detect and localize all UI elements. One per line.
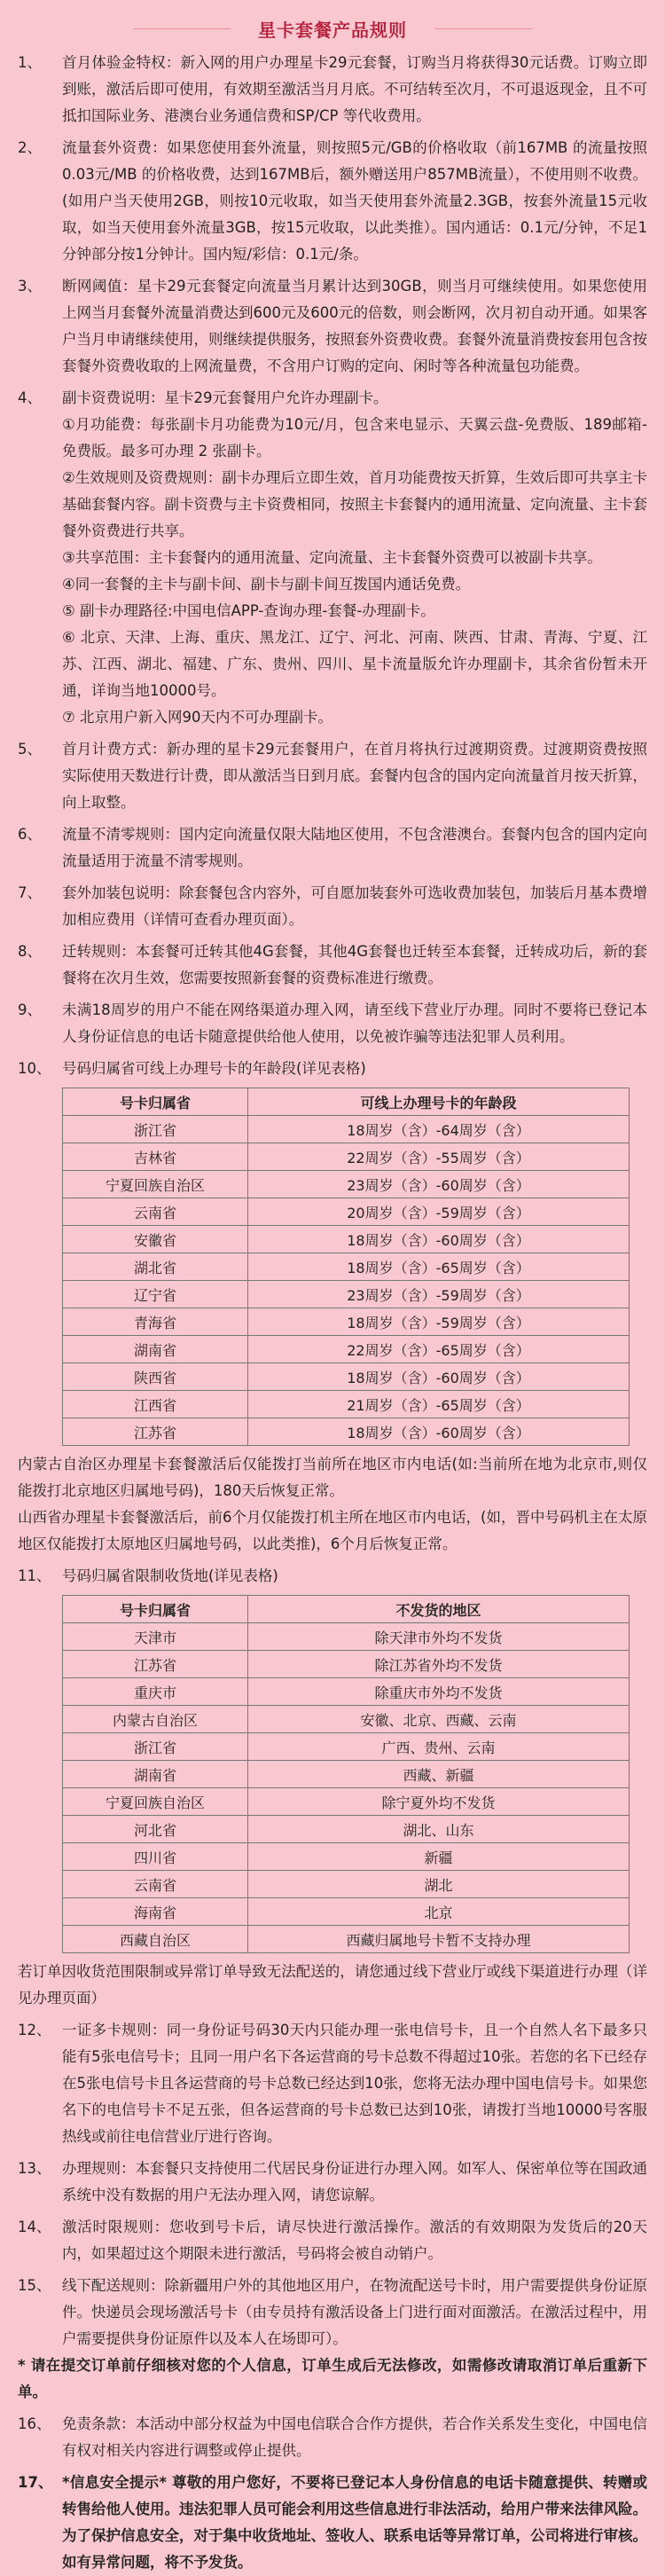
table-header-row [63,1596,630,1623]
table-cell: 海南省 [63,1898,248,1926]
table-row [63,1281,630,1308]
table-cell: 湖北省 [63,1253,248,1281]
table-row [63,1171,630,1198]
table-row [63,1363,630,1391]
table-row [63,1391,630,1418]
sub-rule-4-6: ⑥ 北京、天津、上海、重庆、黑龙江、辽宁、河北、河南、陕西、甘肃、青海、宁夏、江苏、江西、湖北、福建、广东、贵州、四川、星卡流量版允许办理副卡，其余省份暂未开通，详询当地10000号。 [62,629,647,699]
table-row [63,1253,630,1281]
table-row [63,1843,630,1871]
table-cell: 新疆 [248,1843,630,1871]
table-cell: 18周岁（含）-60周岁（含） [248,1226,630,1253]
table-cell: 除江苏省外均不发货 [248,1651,630,1678]
table-row [63,1733,630,1761]
table-row [63,1788,630,1816]
table-cell: 23周岁（含）-59周岁（含） [248,1281,630,1308]
table-cell: 江苏省 [63,1418,248,1446]
table-cell: 安徽、北京、西藏、云南 [248,1706,630,1733]
note-shanxi: 山西省办理星卡套餐激活后，前6个月仅能拨打机主所在地区市内电话，(如，晋中号码机主在太原地区仅能拨打太原地区归属地号码，以此类推)，6个月后恢复正常。 [18,1509,647,1552]
rule-item-7: 7、 套外加装包说明：除套餐包含内容外，可自愿加装套外可选收费加装包，加装后月基本费增加相应费用（详情可查看办理页面）。 [18,884,647,928]
table-cell: 河北省 [63,1816,248,1843]
table-row [63,1898,630,1926]
table-cell: 湖北 [248,1871,630,1898]
table-row [63,1871,630,1898]
table-row [63,1761,630,1788]
table-cell: 江苏省 [63,1651,248,1678]
table-row [63,1418,630,1446]
table-cell: 湖南省 [63,1336,248,1363]
rule-item-1: 1、 首月体验金特权：新入网的用户办理星卡29元套餐，订购当月将获得30元话费。订购立即到账，激活后即可使用，有效期至激活当月月底。不可结转至次月，不可退返现金，且不可抵扣国际业务、港澳台业务通信费和SP/CP 等代收费用。 [18,54,647,124]
table-cell: 湖北、山东 [248,1816,630,1843]
shipping-table [62,1595,630,1953]
table-cell: 安徽省 [63,1226,248,1253]
rule-item-15: 15、 线下配送规则：除新疆用户外的其他地区用户，在物流配送号卡时，用户需要提供身份证原件。快递员会现场激活号卡（由专员持有激活设备上门进行面对面激活。在激活过程中，用户需要提供身份证原件以及本人在场即可）。 [18,2277,647,2347]
order-notice: * 请在提交订单前仔细核对您的个人信息，订单生成后无法修改，如需修改请取消订单后重新下单。 [18,2357,647,2400]
rule-item-3: 3、 断网阈值：星卡29元套餐定向流量当月累计达到30GB，则当月可继续使用。如果您使用上网当月套餐外流量消费达到600元及600元的倍数，则会断网，次月初自动开通。如果客户当月申请继续使用，则继续提供服务，按照套外资费收费。套餐外流量消费按套用包含按套餐外资费收取的上网流量费，不含用户订购的定向、闲时等各种流量包功能费。 [18,278,647,374]
table-row [63,1623,630,1651]
table-header: 不发货的地区 [248,1596,630,1623]
rule-item-9: 9、 未满18周岁的用户不能在网络渠道办理入网，请至线下营业厅办理。同时不要将已登记本人身份证信息的电话卡随意提供给他人使用，以免被诈骗等违法犯罪人员利用。 [18,1001,647,1045]
table-cell: 广西、贵州、云南 [248,1733,630,1761]
table-cell: 除宁夏外均不发货 [248,1788,630,1816]
sub-rule-4-4: ④同一套餐的主卡与副卡间、副卡与副卡间互拨国内通话免费。 [62,576,471,593]
rule-item-10: 10、 号码归属省可线上办理号卡的年龄段(详见表格) [18,1060,366,1077]
table-cell: 云南省 [63,1198,248,1226]
sub-rule-4-5: ⑤ 副卡办理路径:中国电信APP-查询办理-套餐-办理副卡。 [62,602,435,619]
table-cell: 四川省 [63,1843,248,1871]
table-cell: 21周岁（含）-65周岁（含） [248,1391,630,1418]
table-cell: 江西省 [63,1391,248,1418]
rule-item-8: 8、 迁转规则：本套餐可迁转其他4G套餐，其他4G套餐也迁转至本套餐，迁转成功后，新的套餐将在次月生效，您需要按照新套餐的资费标准进行缴费。 [18,943,647,986]
sub-rule-4-1: ①月功能费：每张副卡月功能费为10元/月，包含来电显示、天翼云盘-免费版、189邮箱-免费版。最多可办理 2 张副卡。 [62,416,647,459]
table-cell: 除天津市外均不发货 [248,1623,630,1651]
table-row [63,1198,630,1226]
table-cell: 内蒙古自治区 [63,1706,248,1733]
table-cell: 北京 [248,1898,630,1926]
table-cell: 浙江省 [63,1733,248,1761]
table-header: 号卡归属省 [63,1596,248,1623]
rule-item-4: 4、 副卡资费说明：星卡29元套餐用户允许办理副卡。 [18,389,388,406]
table-cell: 22周岁（含）-55周岁（含） [248,1143,630,1171]
table-cell: 23周岁（含）-60周岁（含） [248,1171,630,1198]
table-row [63,1226,630,1253]
table-cell: 天津市 [63,1623,248,1651]
title-divider-left [133,28,231,29]
table-cell: 22周岁（含）-65周岁（含） [248,1336,630,1363]
rule-item-5: 5、 首月计费方式：新办理的星卡29元套餐用户，在首月将执行过渡期资费。过渡期资费按照实际使用天数进行计费，即从激活当日到月底。套餐内包含的国内定向流量首月按天折算，向上取整。 [18,741,647,811]
table-cell: 18周岁（含）-60周岁（含） [248,1418,630,1446]
table-row [63,1116,630,1143]
table-row [63,1678,630,1706]
table-cell: 宁夏回族自治区 [63,1171,248,1198]
table-cell: 西藏归属地号卡暂不支持办理 [248,1926,630,1953]
table-row [63,1308,630,1336]
table-header-row [63,1088,630,1116]
rule-item-14: 14、 激活时限规则：您收到号卡后，请尽快进行激活操作。激活的有效期限为发货后的20天内，如果超过这个期限未进行激活，号码将会被自动销户。 [18,2219,647,2262]
table-cell: 除重庆市外均不发货 [248,1678,630,1706]
table-row [63,1816,630,1843]
age-table [62,1088,630,1446]
sub-rule-4-2: ②生效规则及资费规则：副卡办理后立即生效，首月功能费按天折算，生效后即可共享主卡基础套餐内容。副卡资费与主卡资费相同，按照主卡套餐内的通用流量、定向流量、主卡套餐外资费进行共享。 [62,469,647,539]
note-shipping: 若订单因收货范围限制或异常订单导致无法配送的，请您通过线下营业厅或线下渠道进行办理（详见办理页面） [18,1963,647,2007]
rule-item-2: 2、 流量套外资费：如果您使用套外流量，则按照5元/GB的价格收取（前167MB 的流量按照0.03元/MB 的价格收费，达到167MB后，额外赠送用户857MB流量），不使用则不收费。(如用户当天使用2GB，则按10元收取，如当天使用套外流量2.3GB，按套外流量15元收取，如当天使用套外流量3GB，按15元收取，以此类推）。国内通话：0.1元/分钟，不足1分钟部分按1分钟计。国内短/彩信：0.1元/条。 [18,139,647,263]
table-cell: 重庆市 [63,1678,248,1706]
rule-item-11: 11、 号码归属省限制收货地(详见表格) [18,1567,278,1584]
table-cell: 18周岁（含）-60周岁（含） [248,1363,630,1391]
table-header: 号卡归属省 [63,1088,248,1116]
table-row [63,1706,630,1733]
table-header: 可线上办理号卡的年龄段 [248,1088,630,1116]
table-cell: 20周岁（含）-59周岁（含） [248,1198,630,1226]
table-cell: 宁夏回族自治区 [63,1788,248,1816]
table-cell: 西藏自治区 [63,1926,248,1953]
sub-rule-4-3: ③共享范围：主卡套餐内的通用流量、定向流量、主卡套餐外资费可以被副卡共享。 [62,549,602,566]
page-title: 星卡套餐产品规则 [258,19,407,41]
table-row [63,1336,630,1363]
rule-item-17: 17、 *信息安全提示* 尊敬的用户您好，不要将已登记本人身份信息的电话卡随意提供、转赠或转售给他人使用。违法犯罪人员可能会利用这些信息进行非法活动，给用户带来法律风险。为了保护信息安全，对于集中收货地址、签收人、联系电话等异常订单，公司将进行审核。如有异常问题，将不予发货。 [18,2474,647,2571]
table-cell: 18周岁（含）-65周岁（含） [248,1253,630,1281]
table-cell: 18周岁（含）-64周岁（含） [248,1116,630,1143]
note-inner-mongolia: 内蒙古自治区办理星卡套餐激活后仅能拨打当前所在地区市内电话(如:当前所在地为北京市,则仅能拨打北京地区归属地号码)，180天后恢复正常。 [18,1456,647,1499]
title-bar [18,12,647,44]
table-cell: 浙江省 [63,1116,248,1143]
rule-item-6: 6、 流量不清零规则：国内定向流量仅限大陆地区使用，不包含港澳台。套餐内包含的国内定向流量适用于流量不清零规则。 [18,826,647,869]
table-row [63,1651,630,1678]
table-cell: 18周岁（含）-59周岁（含） [248,1308,630,1336]
table-cell: 吉林省 [63,1143,248,1171]
rule-item-12: 12、 一证多卡规则：同一身份证号码30天内只能办理一张电信号卡，且一个自然人名下最多只能有5张电信号卡；且同一用户名下各运营商的号卡总数不得超过10张。若您的名下已经存在5张电信号卡且各运营商的号卡总数已经达到10张，您将无法办理中国电信号卡。如果您名下的电信号卡不足五张，但各运营商的号卡总数已达到10张，请拨打当地10000号客服热线或前往电信营业厅进行咨询。 [18,2022,647,2145]
title-divider-right [434,28,532,29]
table-row [63,1143,630,1171]
table-cell: 西藏、新疆 [248,1761,630,1788]
table-cell: 青海省 [63,1308,248,1336]
table-cell: 云南省 [63,1871,248,1898]
rule-item-16: 16、 免责条款：本活动中部分权益为中国电信联合合作方提供，若合作关系发生变化，中国电信有权对相关内容进行调整或停止提供。 [18,2415,647,2459]
table-cell: 辽宁省 [63,1281,248,1308]
rule-item-13: 13、 办理规则：本套餐只支持使用二代居民身份证进行办理入网。如军人、保密单位等在国政通系统中没有数据的用户无法办理入网，请您谅解。 [18,2160,647,2203]
table-row [63,1926,630,1953]
sub-rule-4-7: ⑦ 北京用户新入网90天内不可办理副卡。 [62,709,333,726]
table-cell: 陕西省 [63,1363,248,1391]
table-cell: 湖南省 [63,1761,248,1788]
